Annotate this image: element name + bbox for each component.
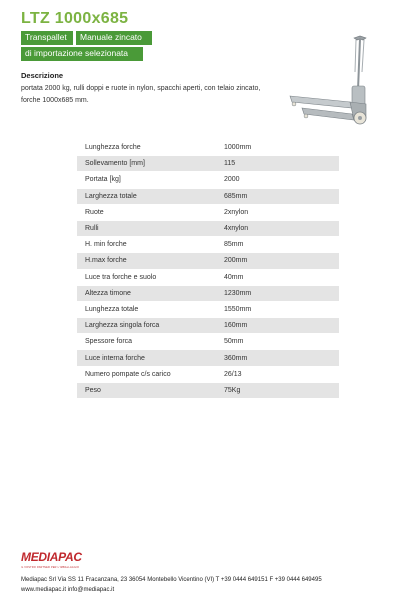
spec-value: 40mm: [224, 273, 244, 281]
spec-label: Peso: [85, 386, 101, 394]
logo-tagline: IL VOSTRO PARTNER PER L'IMBALLAGGIO: [21, 566, 80, 569]
spec-value: 4xnylon: [224, 225, 249, 233]
spec-value: 50mm: [224, 338, 244, 346]
spec-value: 2xnylon: [224, 208, 249, 216]
spec-value: 200mm: [224, 257, 248, 265]
table-row: [77, 317, 339, 333]
description-text: portata 2000 kg, rulli doppi e ruote in nylon, spacchi aperti, con telaio zincato, forche 1000x685 mm.: [21, 85, 261, 104]
product-title: LTZ 1000x685: [21, 10, 129, 27]
spec-value: 1230mm: [224, 289, 252, 297]
pallet-truck-image: [280, 32, 390, 132]
spec-label: Rulli: [85, 225, 99, 233]
table-row: [77, 333, 339, 349]
spec-value: 160mm: [224, 322, 248, 330]
table-row: [77, 366, 339, 382]
table-row: [77, 382, 339, 398]
table-row: [77, 188, 339, 204]
spec-value: 685mm: [224, 192, 248, 200]
spec-label: Numero pompate c/s carico: [85, 370, 171, 378]
table-row: [77, 236, 339, 252]
spec-value: 85mm: [224, 241, 244, 249]
table-row: [77, 171, 339, 187]
footer-contact: www.mediapac.it info@mediapac.it: [21, 587, 115, 593]
table-row: [77, 285, 339, 301]
spec-label: Sollevamento [mm]: [85, 160, 145, 168]
table-row: [77, 204, 339, 220]
table-row: [77, 252, 339, 268]
spec-label: Luce tra forche e suolo: [85, 273, 157, 281]
table-row: [77, 155, 339, 171]
spec-value: 1000mm: [224, 144, 252, 152]
spec-label: H.max forche: [85, 257, 127, 265]
table-row: [77, 220, 339, 236]
spec-label: Lunghezza totale: [85, 305, 139, 313]
spec-table: [77, 139, 339, 398]
spec-label: Portata [kg]: [85, 176, 121, 184]
footer-address: Mediapac Srl Via SS 11 Fracanzana, 23 36054 Montebello Vicentino (VI) T +39 0444 649151 F +39 0444 649495: [21, 577, 322, 583]
spec-value: 2000: [224, 176, 240, 184]
spec-label: H. min forche: [85, 241, 127, 249]
spec-label: Altezza timone: [85, 289, 131, 297]
spec-value: 26/13: [224, 370, 242, 378]
table-row: [77, 301, 339, 317]
table-row: [77, 269, 339, 285]
spec-label: Larghezza singola forca: [85, 322, 160, 330]
spec-value: 75Kg: [224, 386, 241, 394]
tag-finish: Manuale zincato: [76, 31, 152, 45]
spec-value: 1550mm: [224, 305, 252, 313]
description-heading: Descrizione: [21, 71, 64, 80]
tag-type: Transpallet: [21, 31, 73, 45]
spec-label: Ruote: [85, 208, 104, 216]
spec-value: 360mm: [224, 354, 248, 362]
spec-label: Lunghezza forche: [85, 144, 141, 152]
spec-label: Spessore forca: [85, 338, 133, 346]
table-row: [77, 349, 339, 365]
tag-note: di importazione selezionata: [21, 47, 143, 61]
spec-value: 115: [224, 160, 236, 168]
table-row: [77, 139, 339, 155]
logo-wordmark: MEDIAPAC: [21, 550, 82, 564]
spec-label: Larghezza totale: [85, 192, 137, 200]
spec-label: Luce interna forche: [85, 354, 145, 362]
